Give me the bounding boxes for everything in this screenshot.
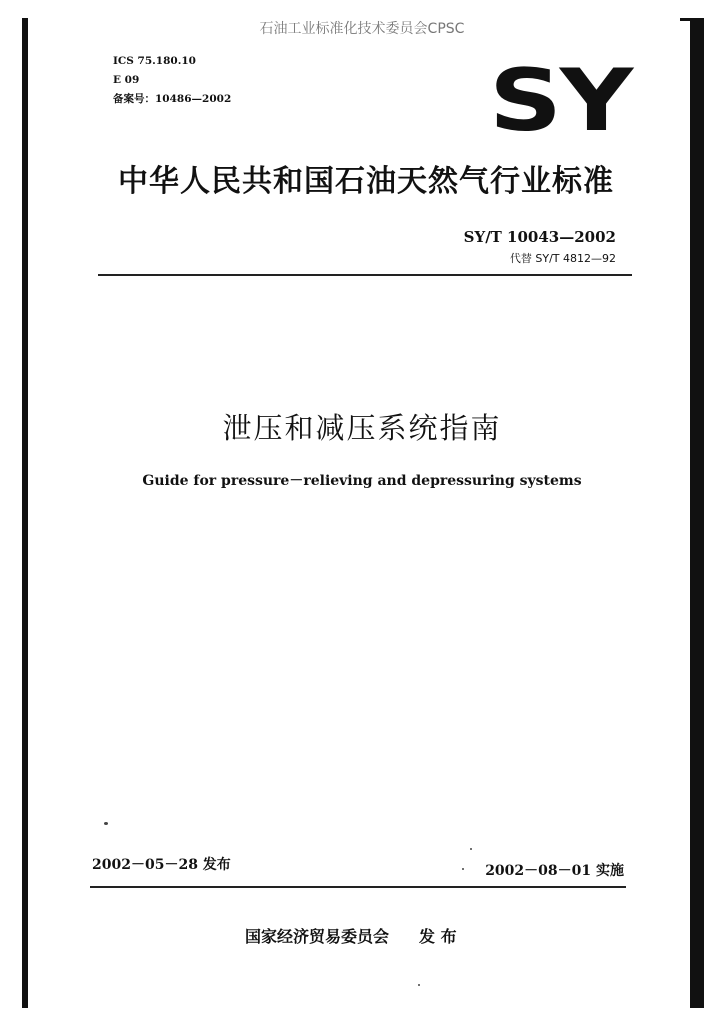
sy-logo: SY [489, 51, 631, 151]
publisher-line [245, 924, 457, 947]
document-title-chinese: 泄压和减压系统指南 [222, 411, 502, 445]
document-title-english: Guide for pressure－relieving and depressuring systems [142, 473, 582, 489]
top-divider [98, 274, 632, 276]
scan-speck [462, 868, 464, 870]
ics-code: ICS 75.180.10 [113, 55, 196, 67]
scan-edge-right [690, 18, 704, 1008]
standard-number: SY/T 10043—2002 [463, 228, 616, 246]
scan-speck [418, 984, 420, 986]
classification-block [113, 52, 231, 109]
issue-date: 2002－05－28 发布 [92, 857, 231, 873]
scan-speck [470, 848, 472, 850]
bottom-divider [90, 886, 626, 888]
category-code: E 09 [113, 74, 140, 86]
scan-edge-left [22, 18, 28, 1008]
publisher-action: 发 布 [419, 927, 457, 946]
replaces-standard: 代替 SY/T 4812—92 [509, 252, 616, 265]
scan-speck [104, 822, 108, 825]
implementation-date: 2002－08－01 实施 [485, 863, 624, 879]
watermark: 石油工业标准化技术委员会CPSC [259, 21, 465, 37]
record-number: 备案号：10486—2002 [113, 93, 232, 105]
org-title: 中华人民共和国石油天然气行业标准 [118, 164, 614, 199]
publisher-name: 国家经济贸易委员会 [245, 927, 390, 946]
